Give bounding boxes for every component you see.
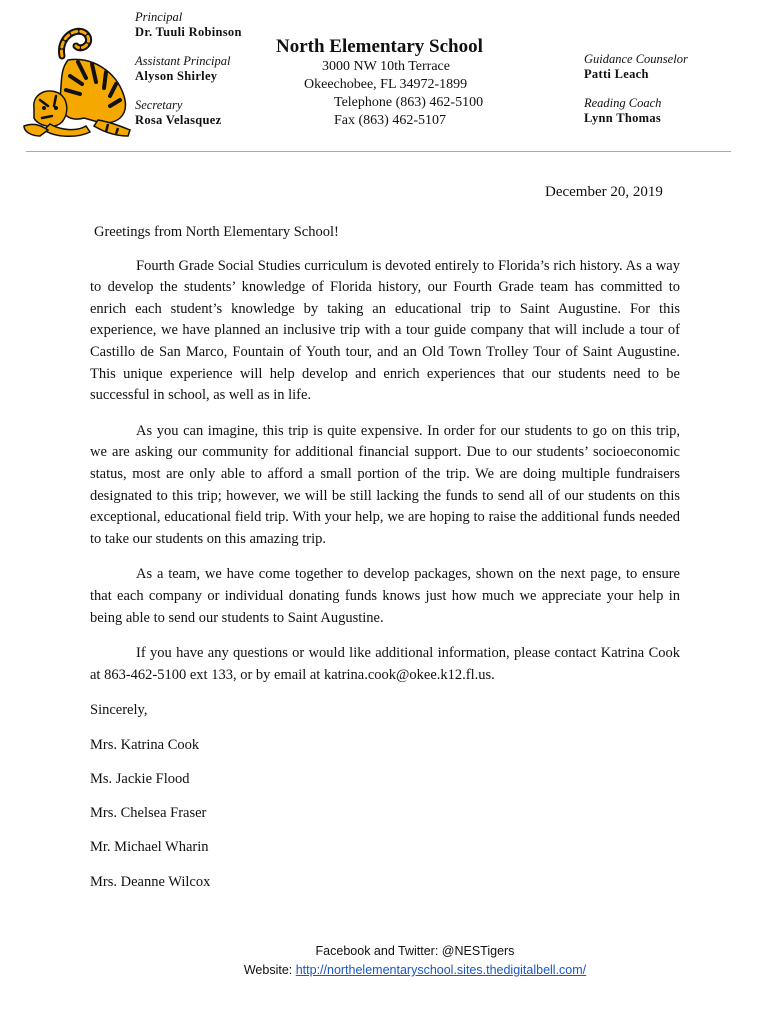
staff-name: Alyson Shirley — [135, 69, 218, 83]
letter-paragraph: As you can imagine, this trip is quite expensive. In order for our students to go on this trip, we are asking our community for additional financial support. Due to our students’ socioeconomic status, most are only able to afford a small portion of the trip. We are doing multiple fundraisers designated to this trip; however, we will be still lacking the funds to send all of our students on this exceptional, educational field trip. With your help, we are hoping to raise the additional funds needed to take our students on this amazing trip. — [90, 422, 680, 547]
footer-social: Facebook and Twitter: @NESTigers — [315, 944, 515, 958]
signer-name: Mrs. Chelsea Fraser — [90, 805, 207, 822]
address-fax: Fax (863) 462-5107 — [334, 113, 446, 128]
staff-role: Guidance Counselor — [584, 52, 688, 66]
signer-name: Mrs. Deanne Wilcox — [90, 873, 211, 890]
signer-name: Ms. Jackie Flood — [90, 771, 190, 788]
staff-list-right — [584, 52, 688, 140]
letter-greeting: Greetings from North Elementary School! — [94, 224, 339, 240]
letter-date: December 20, 2019 — [545, 184, 663, 200]
school-name: North Elementary School — [276, 36, 483, 57]
footer-website — [0, 961, 770, 980]
header-divider — [26, 151, 731, 152]
staff-entry — [135, 98, 242, 128]
staff-entry — [135, 10, 242, 40]
staff-role: Secretary — [135, 98, 183, 112]
letter-paragraph: As a team, we have come together to develop packages, shown on the next page, to ensure that each company or individual donating funds knows just how much we appreciate your help in being able to send our students to Saint Augustine. — [90, 566, 680, 626]
staff-role: Reading Coach — [584, 96, 662, 110]
staff-name: Patti Leach — [584, 67, 649, 81]
staff-role: Assistant Principal — [135, 54, 231, 68]
staff-entry — [584, 96, 688, 126]
school-header — [276, 36, 512, 130]
staff-role: Principal — [135, 10, 183, 24]
letter-closing: Sincerely, — [90, 702, 148, 719]
address-street: 3000 NW 10th Terrace — [322, 59, 450, 74]
staff-name: Lynn Thomas — [584, 111, 662, 125]
letter-body — [90, 222, 680, 906]
signer-name: Mrs. Katrina Cook — [90, 736, 200, 753]
letter-paragraph: If you have any questions or would like additional information, please contact Katrina Cook at 863-462-5100 ext 133, or by email at katrina.cook@okee.k12.fl.us. — [90, 645, 680, 683]
address-city: Okeechobee, FL 34972-1899 — [304, 77, 468, 92]
staff-entry — [584, 52, 688, 82]
staff-name: Rosa Velasquez — [135, 113, 222, 127]
staff-name: Dr. Tuuli Robinson — [135, 25, 242, 39]
school-address — [276, 58, 512, 130]
signer-name: Mr. Michael Wharin — [90, 839, 209, 856]
website-label: Website: — [243, 963, 296, 977]
staff-entry — [135, 54, 242, 84]
staff-list-left — [135, 10, 242, 142]
letter-paragraph: Fourth Grade Social Studies curriculum is devoted entirely to Florida’s rich history. As a way to develop the students’ knowledge of Florida history, our Fourth Grade team has committed to enrich each student’s knowledge by taking an educational trip to Saint Augustine. For this experience, we have planned an inclusive trip with a tour guide company that will include a tour of Castillo de San Marco, Fountain of Youth tour, and an Old Town Trolley Tour of Saint Augustine. This unique experience will help develop and enrich experiences that our students need to be successful in school, as well as in life. — [90, 257, 680, 404]
tiger-mascot-icon — [20, 26, 138, 138]
address-telephone: Telephone (863) 462-5100 — [334, 95, 484, 110]
website-link[interactable]: http://northelementaryschool.sites.thedigitalbell.com/ — [295, 963, 587, 977]
page-footer — [0, 942, 770, 980]
